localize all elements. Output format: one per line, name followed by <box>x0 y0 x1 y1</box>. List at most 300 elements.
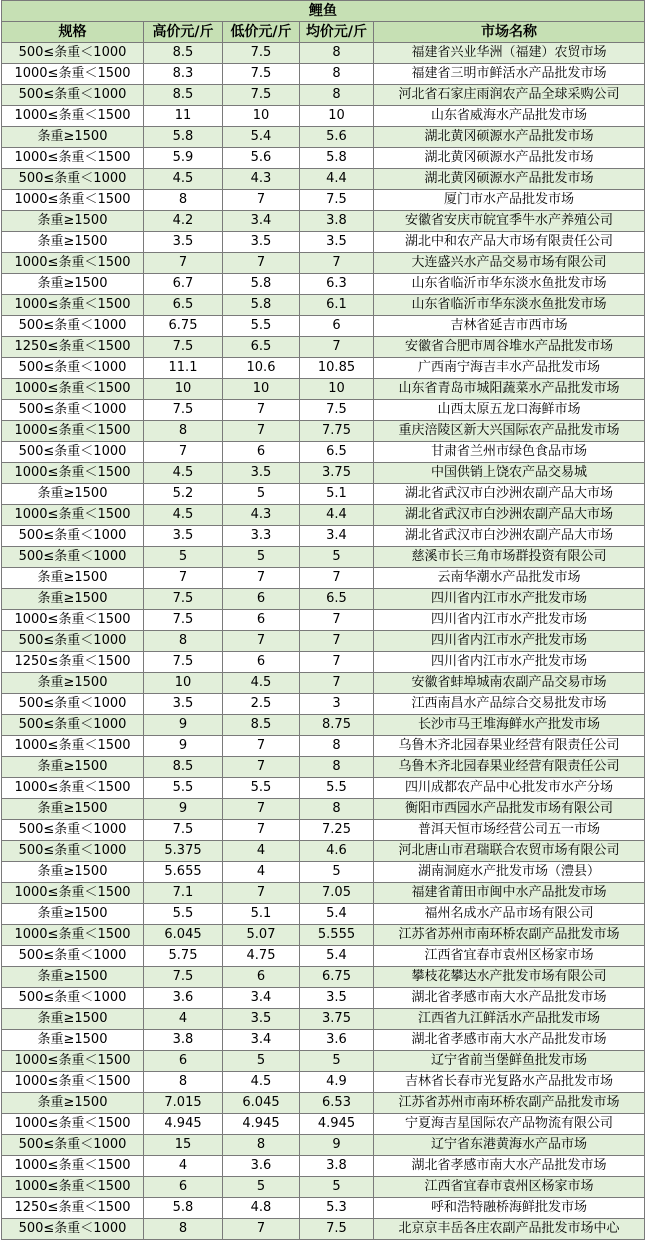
cell-high-price: 8 <box>144 421 223 442</box>
cell-market-name: 湖北省武汉市白沙洲农副产品大市场 <box>374 484 645 505</box>
cell-avg-price: 3.75 <box>300 1009 374 1030</box>
cell-high-price: 4.5 <box>144 505 223 526</box>
cell-avg-price: 7.75 <box>300 421 374 442</box>
table-row <box>2 589 645 610</box>
cell-high-price: 7.5 <box>144 820 223 841</box>
table-row <box>2 904 645 925</box>
cell-low-price: 4.75 <box>223 946 300 967</box>
cell-avg-price: 5.8 <box>300 148 374 169</box>
cell-market-name: 乌鲁木齐北园春果业经营有限责任公司 <box>374 736 645 757</box>
cell-avg-price: 8 <box>300 64 374 85</box>
cell-high-price: 7.5 <box>144 610 223 631</box>
cell-low-price: 6 <box>223 589 300 610</box>
cell-high-price: 8.5 <box>144 85 223 106</box>
cell-spec: 500≤条重＜1000 <box>2 316 144 337</box>
cell-low-price: 5 <box>223 484 300 505</box>
cell-low-price: 6.5 <box>223 337 300 358</box>
cell-low-price: 7 <box>223 631 300 652</box>
cell-avg-price: 6.75 <box>300 967 374 988</box>
cell-avg-price: 5 <box>300 1177 374 1198</box>
cell-high-price: 7 <box>144 442 223 463</box>
cell-high-price: 6.5 <box>144 295 223 316</box>
cell-market-name: 四川省内江市水产批发市场 <box>374 610 645 631</box>
cell-avg-price: 8 <box>300 799 374 820</box>
cell-avg-price: 4.9 <box>300 1072 374 1093</box>
cell-market-name: 福州名成水产品市场有限公司 <box>374 904 645 925</box>
cell-spec: 1000≤条重＜1500 <box>2 190 144 211</box>
cell-market-name: 湖北省武汉市白沙洲农副产品大市场 <box>374 505 645 526</box>
table-row <box>2 295 645 316</box>
cell-market-name: 呼和浩特融桥海鲜批发市场 <box>374 1198 645 1219</box>
cell-spec: 1000≤条重＜1500 <box>2 883 144 904</box>
cell-avg-price: 7.5 <box>300 190 374 211</box>
cell-high-price: 6 <box>144 1051 223 1072</box>
cell-spec: 条重≥1500 <box>2 274 144 295</box>
cell-low-price: 4 <box>223 862 300 883</box>
cell-spec: 1000≤条重＜1500 <box>2 106 144 127</box>
cell-high-price: 8.5 <box>144 757 223 778</box>
cell-high-price: 8 <box>144 631 223 652</box>
cell-low-price: 7 <box>223 190 300 211</box>
cell-avg-price: 5.3 <box>300 1198 374 1219</box>
cell-high-price: 5.2 <box>144 484 223 505</box>
cell-avg-price: 4.4 <box>300 505 374 526</box>
cell-high-price: 5.375 <box>144 841 223 862</box>
cell-spec: 500≤条重＜1000 <box>2 358 144 379</box>
table-row <box>2 148 645 169</box>
cell-spec: 1000≤条重＜1500 <box>2 295 144 316</box>
cell-avg-price: 7 <box>300 610 374 631</box>
cell-spec: 1000≤条重＜1500 <box>2 1072 144 1093</box>
cell-low-price: 3.4 <box>223 211 300 232</box>
table-row <box>2 610 645 631</box>
table-row <box>2 232 645 253</box>
cell-high-price: 11 <box>144 106 223 127</box>
cell-spec: 500≤条重＜1000 <box>2 547 144 568</box>
table-row <box>2 988 645 1009</box>
cell-avg-price: 5.6 <box>300 127 374 148</box>
table-row <box>2 379 645 400</box>
cell-avg-price: 7 <box>300 652 374 673</box>
cell-low-price: 7 <box>223 421 300 442</box>
cell-low-price: 10 <box>223 379 300 400</box>
cell-spec: 1000≤条重＜1500 <box>2 421 144 442</box>
table-row <box>2 841 645 862</box>
table-row <box>2 1135 645 1156</box>
cell-market-name: 四川省内江市水产批发市场 <box>374 631 645 652</box>
cell-market-name: 厦门市水产品批发市场 <box>374 190 645 211</box>
cell-spec: 条重≥1500 <box>2 967 144 988</box>
cell-avg-price: 3.8 <box>300 1156 374 1177</box>
cell-market-name: 江西省宜春市袁州区杨家市场 <box>374 946 645 967</box>
cell-market-name: 湖北黄冈硕源水产品批发市场 <box>374 169 645 190</box>
cell-market-name: 山东省青岛市城阳蔬菜水产品批发市场 <box>374 379 645 400</box>
cell-high-price: 6 <box>144 1177 223 1198</box>
table-row <box>2 421 645 442</box>
cell-low-price: 4.3 <box>223 169 300 190</box>
cell-spec: 1000≤条重＜1500 <box>2 778 144 799</box>
table-row <box>2 1009 645 1030</box>
cell-high-price: 7 <box>144 253 223 274</box>
table-row <box>2 358 645 379</box>
cell-low-price: 7 <box>223 799 300 820</box>
cell-high-price: 8 <box>144 1072 223 1093</box>
cell-low-price: 5 <box>223 1177 300 1198</box>
table-row <box>2 547 645 568</box>
cell-spec: 条重≥1500 <box>2 484 144 505</box>
cell-market-name: 辽宁省东港黄海水产品市场 <box>374 1135 645 1156</box>
cell-avg-price: 7 <box>300 253 374 274</box>
cell-market-name: 河北唐山市君瑞联合农贸市场有限公司 <box>374 841 645 862</box>
cell-spec: 条重≥1500 <box>2 568 144 589</box>
cell-market-name: 中国供销上饶农产品交易城 <box>374 463 645 484</box>
cell-market-name: 湖北省武汉市白沙洲农副产品大市场 <box>374 526 645 547</box>
table-row <box>2 400 645 421</box>
cell-avg-price: 3.6 <box>300 1030 374 1051</box>
cell-low-price: 5 <box>223 1051 300 1072</box>
cell-avg-price: 8 <box>300 757 374 778</box>
table-row <box>2 106 645 127</box>
cell-low-price: 7 <box>223 1219 300 1240</box>
cell-market-name: 山东省临沂市华东淡水鱼批发市场 <box>374 274 645 295</box>
cell-low-price: 6 <box>223 610 300 631</box>
cell-market-name: 山西太原五龙口海鲜市场 <box>374 400 645 421</box>
cell-avg-price: 5.4 <box>300 946 374 967</box>
cell-market-name: 安徽省合肥市周谷堆水产品批发市场 <box>374 337 645 358</box>
cell-low-price: 4.945 <box>223 1114 300 1135</box>
cell-spec: 500≤条重＜1000 <box>2 841 144 862</box>
table-body <box>2 43 645 1240</box>
cell-high-price: 15 <box>144 1135 223 1156</box>
cell-spec: 1000≤条重＜1500 <box>2 148 144 169</box>
table-row <box>2 463 645 484</box>
cell-spec: 500≤条重＜1000 <box>2 988 144 1009</box>
cell-low-price: 7.5 <box>223 64 300 85</box>
table-row <box>2 925 645 946</box>
cell-market-name: 山东省临沂市华东淡水鱼批发市场 <box>374 295 645 316</box>
cell-avg-price: 6.53 <box>300 1093 374 1114</box>
col-header-avg-price: 均价元/斤 <box>300 22 374 43</box>
cell-high-price: 5 <box>144 547 223 568</box>
cell-market-name: 长沙市马王堆海鲜水产批发市场 <box>374 715 645 736</box>
cell-spec: 500≤条重＜1000 <box>2 526 144 547</box>
table-row <box>2 1093 645 1114</box>
cell-avg-price: 3.5 <box>300 988 374 1009</box>
cell-avg-price: 7.25 <box>300 820 374 841</box>
cell-market-name: 湖北省孝感市南大水产品批发市场 <box>374 1156 645 1177</box>
cell-market-name: 吉林省延吉市西市场 <box>374 316 645 337</box>
table-row <box>2 505 645 526</box>
cell-high-price: 9 <box>144 736 223 757</box>
cell-market-name: 攀枝花攀达水产批发市场有限公司 <box>374 967 645 988</box>
cell-spec: 条重≥1500 <box>2 757 144 778</box>
cell-spec: 1000≤条重＜1500 <box>2 463 144 484</box>
cell-high-price: 3.6 <box>144 988 223 1009</box>
cell-market-name: 云南华潮水产品批发市场 <box>374 568 645 589</box>
cell-market-name: 湖北黄冈硕源水产品批发市场 <box>374 127 645 148</box>
cell-market-name: 四川省内江市水产批发市场 <box>374 652 645 673</box>
cell-high-price: 5.5 <box>144 778 223 799</box>
table-row <box>2 652 645 673</box>
cell-market-name: 乌鲁木齐北园春果业经营有限责任公司 <box>374 757 645 778</box>
cell-low-price: 3.4 <box>223 988 300 1009</box>
col-header-market: 市场名称 <box>374 22 645 43</box>
table-row <box>2 1177 645 1198</box>
cell-spec: 500≤条重＜1000 <box>2 631 144 652</box>
cell-low-price: 3.5 <box>223 1009 300 1030</box>
cell-high-price: 8 <box>144 1219 223 1240</box>
cell-avg-price: 3.5 <box>300 232 374 253</box>
cell-spec: 条重≥1500 <box>2 1009 144 1030</box>
cell-avg-price: 6.3 <box>300 274 374 295</box>
cell-market-name: 四川成都农产品中心批发市水产分场 <box>374 778 645 799</box>
cell-market-name: 普洱天恒市场经营公司五一市场 <box>374 820 645 841</box>
cell-low-price: 6 <box>223 967 300 988</box>
cell-high-price: 11.1 <box>144 358 223 379</box>
cell-low-price: 5.1 <box>223 904 300 925</box>
cell-avg-price: 10 <box>300 106 374 127</box>
cell-spec: 1000≤条重＜1500 <box>2 610 144 631</box>
cell-spec: 500≤条重＜1000 <box>2 43 144 64</box>
table-row <box>2 1156 645 1177</box>
cell-low-price: 4.5 <box>223 673 300 694</box>
cell-avg-price: 5.1 <box>300 484 374 505</box>
cell-low-price: 3.3 <box>223 526 300 547</box>
cell-spec: 500≤条重＜1000 <box>2 715 144 736</box>
cell-avg-price: 3.4 <box>300 526 374 547</box>
cell-high-price: 4.5 <box>144 169 223 190</box>
table-row <box>2 316 645 337</box>
cell-low-price: 8 <box>223 1135 300 1156</box>
cell-low-price: 7.5 <box>223 43 300 64</box>
cell-avg-price: 3.75 <box>300 463 374 484</box>
table-row <box>2 1198 645 1219</box>
cell-high-price: 4 <box>144 1009 223 1030</box>
cell-market-name: 湖北中和农产品大市场有限责任公司 <box>374 232 645 253</box>
cell-low-price: 7 <box>223 568 300 589</box>
cell-avg-price: 7 <box>300 631 374 652</box>
table-row <box>2 673 645 694</box>
cell-low-price: 5.07 <box>223 925 300 946</box>
col-header-spec: 规格 <box>2 22 144 43</box>
cell-low-price: 5.4 <box>223 127 300 148</box>
cell-avg-price: 4.4 <box>300 169 374 190</box>
cell-avg-price: 5.555 <box>300 925 374 946</box>
cell-avg-price: 6.5 <box>300 589 374 610</box>
cell-spec: 条重≥1500 <box>2 211 144 232</box>
cell-spec: 1000≤条重＜1500 <box>2 1114 144 1135</box>
cell-low-price: 6 <box>223 442 300 463</box>
cell-market-name: 江西南昌水产品综合交易批发市场 <box>374 694 645 715</box>
cell-market-name: 大连盛兴水产品交易市场有限公司 <box>374 253 645 274</box>
cell-market-name: 江西省九江鲜活水产品批发市场 <box>374 1009 645 1030</box>
cell-low-price: 5.5 <box>223 316 300 337</box>
cell-market-name: 安徽省安庆市皖宜季牛水产养殖公司 <box>374 211 645 232</box>
cell-high-price: 7.5 <box>144 652 223 673</box>
cell-market-name: 福建省三明市鲜活水产品批发市场 <box>374 64 645 85</box>
cell-spec: 条重≥1500 <box>2 1093 144 1114</box>
table-row <box>2 883 645 904</box>
cell-market-name: 重庆涪陵区新大兴国际农产品批发市场 <box>374 421 645 442</box>
cell-market-name: 湖北省孝感市南大水产品批发市场 <box>374 1030 645 1051</box>
table-row <box>2 757 645 778</box>
cell-avg-price: 3.8 <box>300 211 374 232</box>
cell-low-price: 8.5 <box>223 715 300 736</box>
cell-spec: 500≤条重＜1000 <box>2 820 144 841</box>
cell-avg-price: 5 <box>300 1051 374 1072</box>
cell-low-price: 7 <box>223 820 300 841</box>
cell-high-price: 5.8 <box>144 1198 223 1219</box>
cell-low-price: 6.045 <box>223 1093 300 1114</box>
cell-low-price: 5.6 <box>223 148 300 169</box>
cell-avg-price: 7 <box>300 337 374 358</box>
cell-spec: 500≤条重＜1000 <box>2 694 144 715</box>
cell-avg-price: 7.05 <box>300 883 374 904</box>
table-row <box>2 169 645 190</box>
cell-spec: 500≤条重＜1000 <box>2 442 144 463</box>
cell-avg-price: 6.1 <box>300 295 374 316</box>
table-row <box>2 190 645 211</box>
cell-spec: 500≤条重＜1000 <box>2 85 144 106</box>
cell-high-price: 4 <box>144 1156 223 1177</box>
cell-high-price: 5.5 <box>144 904 223 925</box>
cell-market-name: 衡阳市西园水产品批发市场有限公司 <box>374 799 645 820</box>
cell-market-name: 慈溪市长三角市场群投资有限公司 <box>374 547 645 568</box>
cell-low-price: 7 <box>223 757 300 778</box>
cell-spec: 条重≥1500 <box>2 799 144 820</box>
cell-low-price: 3.6 <box>223 1156 300 1177</box>
cell-high-price: 5.8 <box>144 127 223 148</box>
col-header-low-price: 低价元/斤 <box>223 22 300 43</box>
cell-high-price: 7.5 <box>144 337 223 358</box>
cell-high-price: 7.5 <box>144 967 223 988</box>
cell-avg-price: 8.75 <box>300 715 374 736</box>
cell-market-name: 福建省莆田市闽中水产品批发市场 <box>374 883 645 904</box>
cell-high-price: 8 <box>144 190 223 211</box>
cell-market-name: 江苏省苏州市南环桥农副产品批发市场 <box>374 925 645 946</box>
table-row <box>2 274 645 295</box>
table-row <box>2 337 645 358</box>
table-row <box>2 715 645 736</box>
cell-market-name: 江西省宜春市袁州区杨家市场 <box>374 1177 645 1198</box>
table-row <box>2 1219 645 1240</box>
cell-avg-price: 5.4 <box>300 904 374 925</box>
table-row <box>2 631 645 652</box>
cell-spec: 500≤条重＜1000 <box>2 946 144 967</box>
cell-market-name: 江苏省苏州市南环桥农副产品批发市场 <box>374 1093 645 1114</box>
cell-high-price: 3.5 <box>144 526 223 547</box>
table-row <box>2 64 645 85</box>
table-row <box>2 484 645 505</box>
cell-high-price: 10 <box>144 379 223 400</box>
cell-high-price: 5.655 <box>144 862 223 883</box>
cell-high-price: 4.5 <box>144 463 223 484</box>
cell-avg-price: 4.6 <box>300 841 374 862</box>
cell-market-name: 安徽省蚌埠城南农副产品交易市场 <box>374 673 645 694</box>
table-row <box>2 820 645 841</box>
table-row <box>2 211 645 232</box>
cell-spec: 1000≤条重＜1500 <box>2 925 144 946</box>
cell-high-price: 10 <box>144 673 223 694</box>
cell-market-name: 河北省石家庄雨润农产品全球采购公司 <box>374 85 645 106</box>
table-row <box>2 43 645 64</box>
cell-low-price: 7 <box>223 400 300 421</box>
cell-avg-price: 10.85 <box>300 358 374 379</box>
cell-avg-price: 5.5 <box>300 778 374 799</box>
cell-high-price: 5.75 <box>144 946 223 967</box>
cell-low-price: 7 <box>223 736 300 757</box>
cell-high-price: 7 <box>144 568 223 589</box>
table-row <box>2 526 645 547</box>
cell-low-price: 5.8 <box>223 274 300 295</box>
cell-high-price: 6.7 <box>144 274 223 295</box>
cell-low-price: 3.5 <box>223 463 300 484</box>
cell-high-price: 4.945 <box>144 1114 223 1135</box>
cell-avg-price: 5 <box>300 547 374 568</box>
cell-avg-price: 5 <box>300 862 374 883</box>
cell-high-price: 9 <box>144 715 223 736</box>
cell-low-price: 6 <box>223 652 300 673</box>
cell-market-name: 湖南洞庭水产批发市场（澧县） <box>374 862 645 883</box>
table-title: 鲤鱼 <box>2 1 645 22</box>
cell-market-name: 广西南宁海吉丰水产品批发市场 <box>374 358 645 379</box>
cell-spec: 1000≤条重＜1500 <box>2 64 144 85</box>
cell-avg-price: 7.5 <box>300 1219 374 1240</box>
cell-low-price: 7 <box>223 253 300 274</box>
table-row <box>2 1114 645 1135</box>
cell-high-price: 6.75 <box>144 316 223 337</box>
table-row <box>2 967 645 988</box>
table-row <box>2 253 645 274</box>
cell-market-name: 福建省兴业华洲（福建）农贸市场 <box>374 43 645 64</box>
cell-low-price: 5 <box>223 547 300 568</box>
cell-spec: 1000≤条重＜1500 <box>2 379 144 400</box>
cell-market-name: 北京京丰岳各庄农副产品批发市场中心 <box>374 1219 645 1240</box>
cell-low-price: 4.3 <box>223 505 300 526</box>
cell-spec: 条重≥1500 <box>2 1030 144 1051</box>
header-row <box>2 22 645 43</box>
cell-low-price: 7.5 <box>223 85 300 106</box>
cell-market-name: 山东省威海水产品批发市场 <box>374 106 645 127</box>
cell-spec: 条重≥1500 <box>2 127 144 148</box>
cell-low-price: 5.5 <box>223 778 300 799</box>
cell-high-price: 7.015 <box>144 1093 223 1114</box>
cell-avg-price: 6 <box>300 316 374 337</box>
table-row <box>2 736 645 757</box>
cell-high-price: 4.2 <box>144 211 223 232</box>
cell-low-price: 2.5 <box>223 694 300 715</box>
cell-low-price: 7 <box>223 883 300 904</box>
cell-low-price: 4.8 <box>223 1198 300 1219</box>
cell-avg-price: 3 <box>300 694 374 715</box>
cell-spec: 1000≤条重＜1500 <box>2 505 144 526</box>
cell-avg-price: 10 <box>300 379 374 400</box>
cell-avg-price: 8 <box>300 43 374 64</box>
cell-avg-price: 7 <box>300 568 374 589</box>
cell-low-price: 5.8 <box>223 295 300 316</box>
cell-market-name: 湖北黄冈硕源水产品批发市场 <box>374 148 645 169</box>
cell-spec: 条重≥1500 <box>2 673 144 694</box>
cell-high-price: 7.5 <box>144 400 223 421</box>
cell-market-name: 辽宁省前当堡鲜鱼批发市场 <box>374 1051 645 1072</box>
cell-spec: 500≤条重＜1000 <box>2 1219 144 1240</box>
cell-high-price: 6.045 <box>144 925 223 946</box>
cell-spec: 500≤条重＜1000 <box>2 1135 144 1156</box>
price-table <box>1 0 645 1240</box>
table-row <box>2 799 645 820</box>
cell-spec: 1000≤条重＜1500 <box>2 1156 144 1177</box>
cell-spec: 1000≤条重＜1500 <box>2 1177 144 1198</box>
